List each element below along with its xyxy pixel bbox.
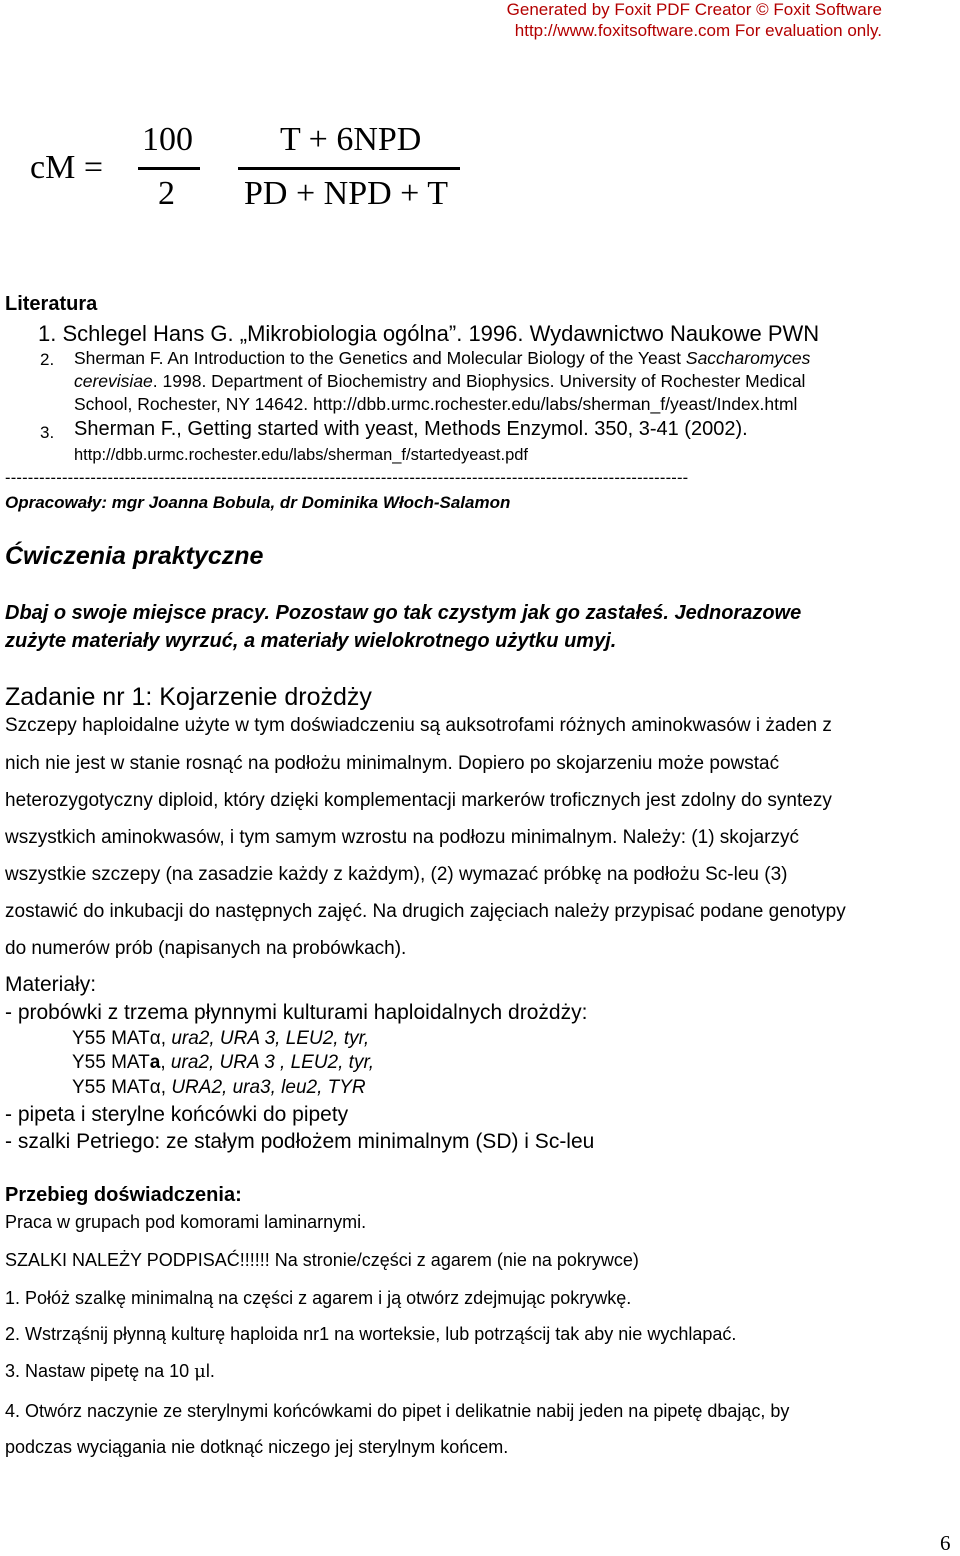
procedure-intro: Praca w grupach pod komorami laminarnymi. [5, 1212, 367, 1232]
reference-2-species-a: Saccharomyces [685, 348, 811, 368]
strain-3-genotype: URA2, ura3, leu2, TYR [171, 1077, 366, 1098]
procedure-step-4-line-2: podczas wyciągania nie dotknąć niczego jej sterylnym końcem. [5, 1437, 509, 1457]
cm-formula [30, 115, 470, 225]
reference-2-text-b: . 1998. Department of Biochemistry and Biophysics. University of Rochester Medical [152, 371, 806, 391]
formula-lhs: cM = [30, 149, 103, 186]
procedure-step-3-mu: μ [194, 1361, 206, 1382]
reference-1: 1. Schlegel Hans G. „Mikrobiologia ogólna”. 1996. Wydawnictwo Naukowe PWN [38, 321, 820, 346]
formula-numerator-2: T + 6NPD [280, 121, 422, 158]
materials-item-tubes: - probówki z trzema płynnymi kulturami haploidalnych drożdży: [5, 1001, 588, 1024]
procedure-step-3 [5, 1361, 215, 1382]
procedure-heading: Przebieg doświadczenia: [5, 1184, 242, 1206]
strain-1-name: Y55 MATα, [72, 1028, 172, 1049]
authors-line: Opracowały: mgr Joanna Bobula, dr Dominika Włoch-Salamon [5, 493, 511, 512]
procedure-label-note: SZALKI NALEŻY PODPISAĆ!!!!!! Na stronie/części z agarem (nie na pokrywce) [5, 1250, 639, 1270]
task-text-line-6: zostawić do inkubacji do następnych zajęć. Na drugich zajęciach należy przypisać podane genotypy [5, 901, 846, 922]
task-text-line-4: wszystkich aminokwasów, i tym samym wzrostu na podłozu minimalnym. Należy: (1) skojarzyć [5, 827, 799, 848]
task-text-line-3: heterozygotyczny diploid, który dzięki komplementacji markerów troficznych jest zdolny do syntezy [5, 790, 832, 811]
task-text-line-5: wszystkie szczepy (na zasadzie każdy z każdym), (2) wymazać próbkę na podłożu Sc-leu (3) [5, 864, 788, 885]
watermark-line-2: http://www.foxitsoftware.com For evaluation only. [514, 21, 882, 40]
notice-line-1: Dbaj o swoje miejsce pracy. Pozostaw go tak czystym jak go zastałeś. Jednorazowe [5, 602, 802, 624]
formula-denominator-2: PD + NPD + T [244, 175, 448, 212]
materials-item-pipette: - pipeta i sterylne końcówki do pipety [5, 1103, 349, 1126]
strain-2-mating-type: a [149, 1052, 161, 1073]
reference-2-line-1 [74, 348, 810, 369]
reference-2-species-b: cerevisiae [74, 371, 153, 391]
literature-heading: Literatura [5, 293, 98, 315]
reference-2-line-3: School, Rochester, NY 14642. http://dbb.urmc.rochester.edu/labs/sherman_f/yeast/Index.html [74, 394, 798, 414]
formula-fraction-bar-1 [138, 167, 200, 170]
formula-fraction-bar-2 [238, 167, 460, 170]
page-number: 6 [940, 1531, 951, 1555]
strain-3 [72, 1077, 366, 1099]
notice-line-2: zużyte materiały wyrzuć, a materiały wielokrotnego użytku umyj. [5, 630, 617, 652]
strain-2-comma: , [160, 1052, 171, 1073]
procedure-step-3-text: 3. Nastaw pipetę na 10 [5, 1361, 195, 1381]
reference-3-number: 3. [40, 423, 55, 442]
reference-3-line-2: http://dbb.urmc.rochester.edu/labs/sherman_f/startedyeast.pdf [74, 446, 528, 464]
strain-2 [72, 1052, 374, 1074]
strain-1 [72, 1028, 369, 1050]
task-text-line-7: do numerów prób (napisanych na probówkach). [5, 938, 407, 959]
formula-denominator-1: 2 [158, 175, 175, 212]
strain-1-genotype: ura2, URA 3, LEU2, tyr, [171, 1028, 370, 1049]
materials-item-petri: - szalki Petriego: ze stałym podłożem minimalnym (SD) i Sc-leu [5, 1130, 595, 1153]
procedure-step-1: 1. Połóż szalkę minimalną na części z agarem i ją otwórz zdejmując pokrywkę. [5, 1288, 632, 1308]
watermark-line-1: Generated by Foxit PDF Creator © Foxit Software [506, 0, 882, 19]
reference-2-text-a: Sherman F. An Introduction to the Genetics and Molecular Biology of the Yeast [74, 348, 686, 368]
task-text-line-1: Szczepy haploidalne użyte w tym doświadczeniu są auksotrofami różnych aminokwasów i żaden z [5, 715, 832, 736]
reference-2-number: 2. [40, 350, 55, 369]
materials-heading: Materiały: [5, 973, 97, 996]
procedure-step-3-unit: l. [205, 1361, 215, 1381]
strain-2-genotype: ura2, URA 3 , LEU2, tyr, [170, 1052, 375, 1073]
reference-3-line-1: Sherman F., Getting started with yeast, Methods Enzymol. 350, 3-41 (2002). [74, 418, 748, 440]
task-title: Zadanie nr 1: Kojarzenie drożdży [5, 683, 372, 711]
section-title: Ćwiczenia praktyczne [5, 542, 264, 570]
task-text-line-2: nich nie jest w stanie rosnąć na podłożu minimalnym. Dopiero po skojarzeniu może powstać [5, 753, 780, 774]
reference-2-line-2 [74, 371, 805, 392]
strain-3-name: Y55 MATα, [72, 1077, 172, 1098]
procedure-step-2: 2. Wstrząśnij płynną kulturę haploida nr1 na worteksie, lub potrząścij tak aby nie wychlapać. [5, 1324, 737, 1344]
separator-line: ------------------------------------------------------------------------------------------------------------------------ [5, 469, 689, 487]
strain-2-name: Y55 MAT [72, 1052, 150, 1073]
formula-numerator-1: 100 [142, 121, 193, 158]
procedure-step-4-line-1: 4. Otwórz naczynie ze sterylnymi końcówkami do pipet i delikatnie nabij jeden na pipetę dbając, by [5, 1401, 790, 1421]
